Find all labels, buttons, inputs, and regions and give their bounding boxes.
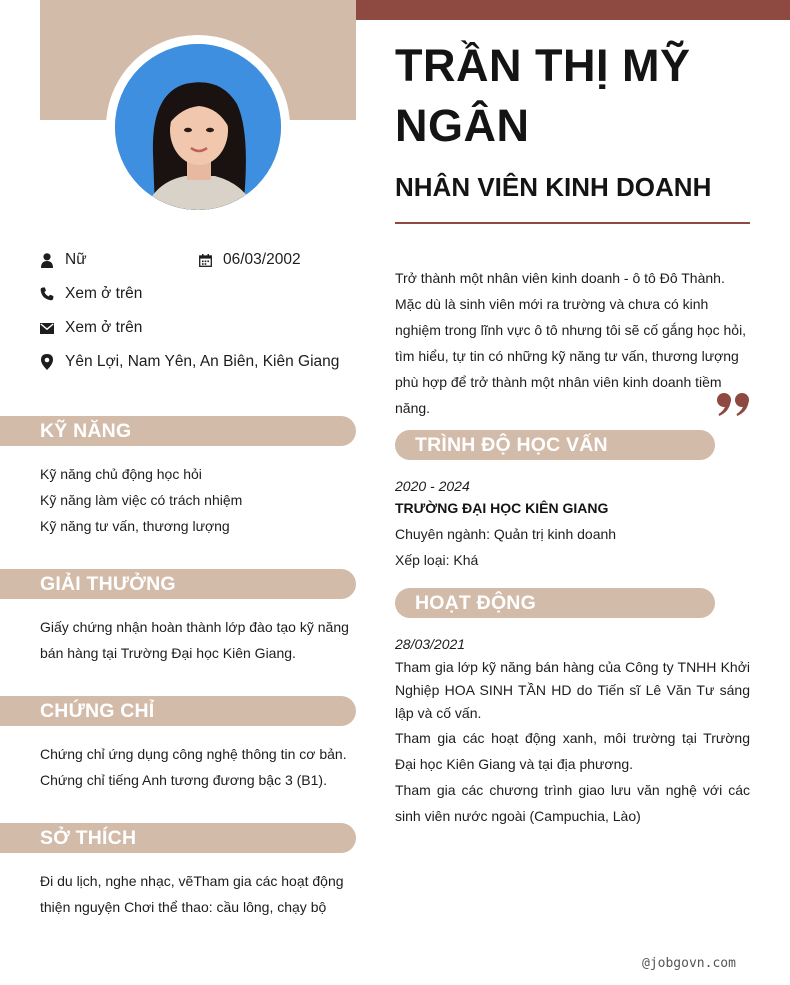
hobbies-text: Đi du lịch, nghe nhạc, vẽTham gia các hoạt động thiện nguyện Chơi thể thao: cầu lông, chạy bộ xyxy=(40,873,344,915)
certificate-item: Chứng chỉ ứng dụng công nghệ thông tin cơ bản. xyxy=(40,746,347,762)
watermark: @jobgovn.com xyxy=(642,956,736,971)
activities-heading: HOẠT ĐỘNG xyxy=(395,588,715,618)
avatar xyxy=(115,44,281,210)
mail-icon xyxy=(40,320,54,336)
activity-date: 28/03/2021 xyxy=(395,636,466,652)
quote-mark-icon xyxy=(716,392,752,418)
email-row xyxy=(40,319,142,337)
portrait-photo xyxy=(115,44,281,210)
avatar-frame xyxy=(106,35,290,219)
dob-row xyxy=(198,251,301,269)
education-heading: TRÌNH ĐỘ HỌC VẤN xyxy=(395,430,715,460)
address-row xyxy=(40,353,339,371)
title-divider xyxy=(395,222,750,224)
name-line-2: NGÂN xyxy=(395,100,530,151)
certificate-item: Chứng chỉ tiếng Anh tương đương bậc 3 (B1). xyxy=(40,772,327,788)
skill-item: Kỹ năng chủ động học hỏi xyxy=(40,466,202,482)
skill-item: Kỹ năng tư vấn, thương lượng xyxy=(40,518,230,534)
career-objective: Trở thành một nhân viên kinh doanh - ô tô Đô Thành. Mặc dù là sinh viên mới ra trường và chưa có kinh nghiệm trong lĩnh vực ô tô nhưng tôi sẽ cố gắng học hỏi, tìm hiểu, tự tin có những kỹ năng tư vấn, thương lượng phù hợp để trở thành một nhân viên kinh doanh tiềm năng. xyxy=(395,270,747,416)
email-value: Xem ở trên xyxy=(65,319,143,336)
address-value: Yên Lợi, Nam Yên, An Biên, Kiên Giang xyxy=(65,353,340,370)
skills-list xyxy=(40,461,350,539)
school-name: TRƯỜNG ĐẠI HỌC KIÊN GIANG xyxy=(395,500,609,516)
activity-list xyxy=(395,656,750,829)
certificates-heading: CHỨNG CHỈ xyxy=(0,696,356,726)
job-title: NHÂN VIÊN KINH DOANH xyxy=(395,172,712,202)
person-icon xyxy=(40,252,54,268)
awards-text: Giấy chứng nhận hoàn thành lớp đào tạo kỹ năng bán hàng tại Trường Đại học Kiên Giang. xyxy=(40,619,349,661)
hobbies-heading: SỞ THÍCH xyxy=(0,823,356,853)
activity-item: Tham gia lớp kỹ năng bán hàng của Công ty TNHH Khởi Nghiệp HOA SINH TẦN HD do Tiến sĩ Lê Văn Tư sáng lập và cố vấn. xyxy=(395,659,750,721)
activity-item: Tham gia các hoạt động xanh, môi trường tại Trường Đại học Kiên Giang và tại địa phương. xyxy=(395,730,750,772)
phone-value: Xem ở trên xyxy=(65,285,143,302)
education-period: 2020 - 2024 xyxy=(395,478,470,494)
skill-item: Kỹ năng làm việc có trách nhiệm xyxy=(40,492,243,508)
header-accent-bar xyxy=(356,0,790,20)
education-major: Chuyên ngành: Quản trị kinh doanh xyxy=(395,526,617,542)
location-pin-icon xyxy=(40,354,54,370)
awards-heading: GIẢI THƯỞNG xyxy=(0,569,356,599)
phone-icon xyxy=(40,286,54,302)
skills-heading: KỸ NĂNG xyxy=(0,416,356,446)
certificates-list xyxy=(40,741,350,793)
education-rank: Xếp loại: Khá xyxy=(395,552,479,568)
candidate-name xyxy=(395,36,765,156)
gender-row xyxy=(40,251,87,269)
dob-value: 06/03/2002 xyxy=(223,251,301,268)
activity-item: Tham gia các chương trình giao lưu văn nghệ với các sinh viên nước ngoài (Campuchia, Lào) xyxy=(395,782,750,824)
gender-value: Nữ xyxy=(65,251,87,268)
phone-row xyxy=(40,285,142,303)
calendar-icon xyxy=(198,252,212,268)
name-line-1: TRẦN THỊ MỸ xyxy=(395,40,691,91)
